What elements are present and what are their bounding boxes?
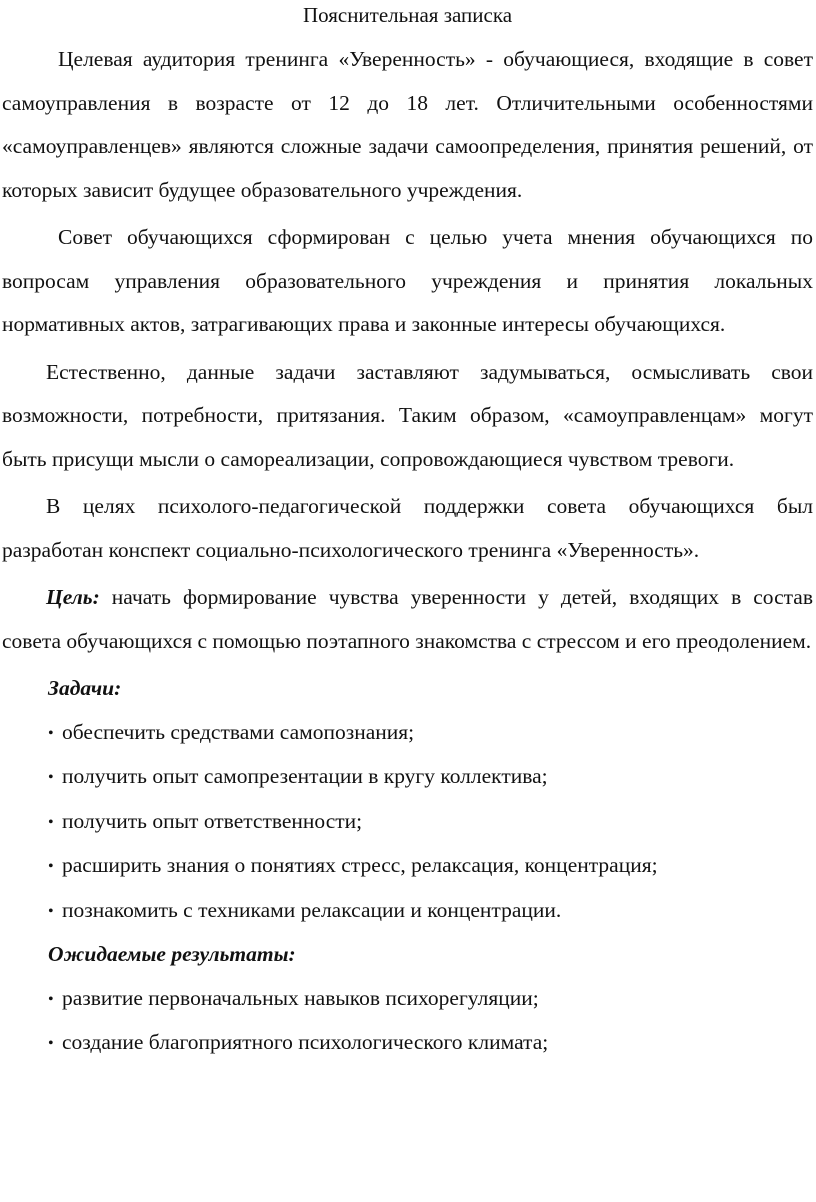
- paragraph-target-audience: Целевая аудитория тренинга «Уверенность» - обучающиеся, входящие в совет самоуправления в возрасте от 12 до 18 лет. Отличительными особенностями «самоуправленцев» являются сложные задачи самоопределения, принятия решений, от которых зависит будущее образовательного учреждения.: [2, 47, 813, 202]
- bullet-icon: •: [48, 990, 54, 1008]
- results-list: [2, 977, 813, 1066]
- list-item: • создание благоприятного психологического климата;: [2, 1021, 813, 1066]
- goal-label: Цель:: [46, 585, 100, 609]
- document-title: Пояснительная записка: [302, 3, 513, 27]
- paragraph-student-council: Совет обучающихся сформирован с целью учета мнения обучающихся по вопросам управления образовательного учреждения и принятия локальных нормативных актов, затрагивающих права и законные интересы обучающихся.: [2, 225, 813, 336]
- list-item: • познакомить с техниками релаксации и концентрации.: [2, 889, 813, 934]
- list-item: • получить опыт ответственности;: [2, 800, 813, 845]
- paragraph-support: В целях психолого-педагогической поддержки совета обучающихся был разработан конспект социально-психологического тренинга «Уверенность».: [2, 494, 813, 562]
- tasks-list: [2, 711, 813, 934]
- list-item: • получить опыт самопрезентации в кругу коллектива;: [2, 755, 813, 800]
- tasks-heading: Задачи:: [48, 676, 122, 700]
- list-item: • расширить знания о понятиях стресс, релаксация, концентрация;: [2, 844, 813, 889]
- goal-paragraph: [2, 576, 813, 663]
- bullet-icon: •: [48, 902, 54, 920]
- goal-text: начать формирование чувства уверенности у детей, входящих в состав совета обучающихся с помощью поэтапного знакомства с стрессом и его преодолением.: [2, 585, 813, 653]
- bullet-icon: •: [48, 724, 54, 742]
- bullet-icon: •: [48, 1035, 54, 1052]
- bullet-icon: •: [48, 813, 54, 831]
- paragraph-tasks-reflection: Естественно, данные задачи заставляют задумываться, осмысливать свои возможности, потребности, притязания. Таким образом, «самоуправленцам» могут быть присущи мысли о самореализации, сопровождающиеся чувством тревоги.: [2, 359, 813, 471]
- list-item: • обеспечить средствами самопознания;: [2, 711, 813, 756]
- bullet-icon: •: [48, 769, 54, 786]
- list-item: • развитие первоначальных навыков психорегуляции;: [2, 977, 813, 1022]
- bullet-icon: •: [48, 858, 54, 875]
- results-heading: Ожидаемые результаты:: [48, 942, 296, 966]
